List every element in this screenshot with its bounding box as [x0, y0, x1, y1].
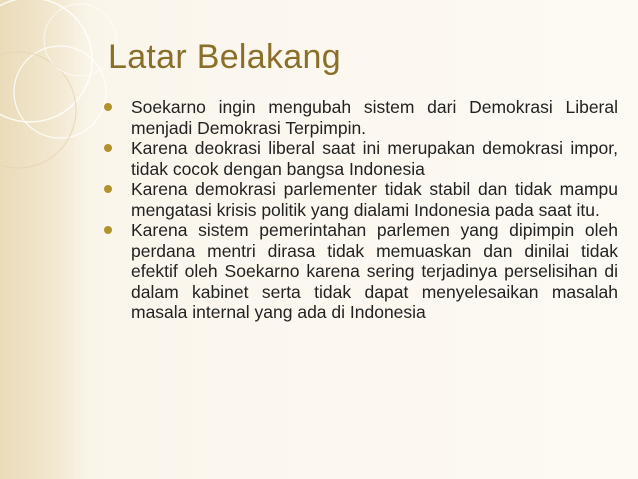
bullet-text: Soekarno ingin mengubah sistem dari Demokrasi Liberal menjadi Demokrasi Terpimpin.: [131, 97, 618, 138]
slide-title: Latar Belakang: [108, 38, 341, 76]
bullet-text: Karena demokrasi parlementer tidak stabil dan tidak mampu mengatasi krisis politik yang dialami Indonesia pada saat itu.: [131, 179, 618, 220]
list-item: [104, 138, 618, 179]
list-item: [104, 179, 618, 220]
bullet-dot-icon: [104, 185, 112, 193]
bullet-dot-icon: [104, 144, 112, 152]
list-item: [104, 220, 618, 323]
bullet-text: Karena deokrasi liberal saat ini merupakan demokrasi impor, tidak cocok dengan bangsa Indonesia: [131, 138, 618, 179]
bullet-text: Karena sistem pemerintahan parlemen yang dipimpin oleh perdana mentri dirasa tidak memuaskan dan dinilai tidak efektif oleh Soekarno karena sering terjadinya perselisihan di dalam kabinet serta tidak dapat menyelesaikan masalah masala internal yang ada di Indonesia: [131, 220, 618, 322]
bullet-list: [104, 97, 618, 323]
bullet-dot-icon: [104, 226, 112, 234]
bullet-dot-icon: [104, 103, 112, 111]
list-item: [104, 97, 618, 138]
